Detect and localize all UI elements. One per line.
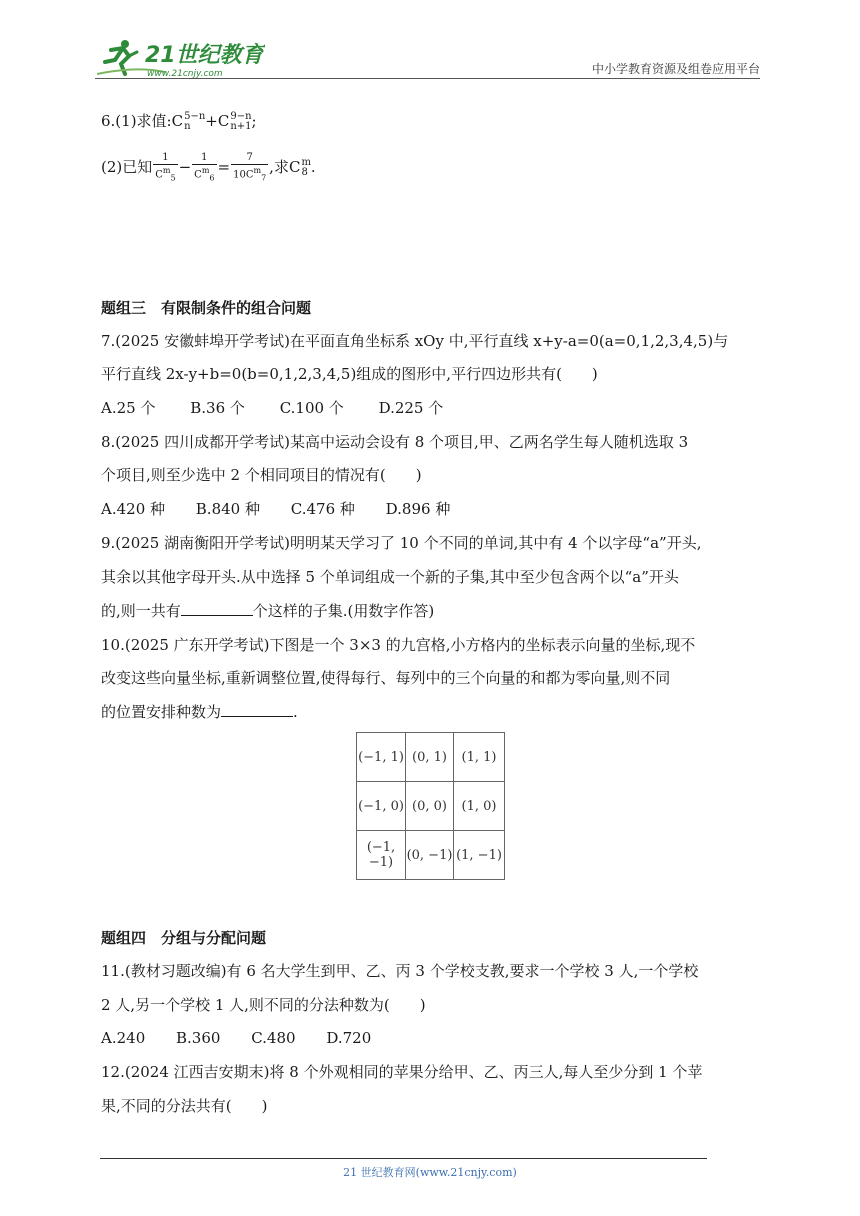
platform-name: 中小学教育资源及组卷应用平台 <box>591 62 760 76</box>
vector-grid <box>356 732 505 880</box>
grid-cell: (1, 0) <box>454 782 505 831</box>
fraction-3-sub: 7 <box>261 173 267 183</box>
option-b: B.360 <box>176 1029 221 1047</box>
grid-cell: (1, 1) <box>454 733 505 782</box>
fraction-1-num: 1 <box>153 152 177 165</box>
fraction-3-num: 7 <box>231 152 268 165</box>
q10-line3-prefix: 的位置安排种数为 <box>101 703 222 721</box>
question-9-line-3 <box>101 600 434 622</box>
option-a: A.25 个 <box>101 399 156 417</box>
question-7-options <box>101 397 443 419</box>
question-7-line-2: 平行直线 2x-y+b=0(b=0,1,2,3,4,5)组成的图形中,平行四边形共有( ) <box>101 365 598 383</box>
question-8-line-1: 8.(2025 四川成都开学考试)某高中运动会设有 8 个项目,甲、乙两名学生每人随机选取 3 <box>101 433 689 451</box>
footer-divider <box>100 1158 707 1159</box>
logo-text: 21世纪教育 <box>145 43 264 68</box>
question-7-line-1: 7.(2025 安徽蚌埠开学考试)在平面直角坐标系 xOy 中,平行直线 x+y-a=0(a=0,1,2,3,4,5)与 <box>101 332 729 350</box>
fraction-2-sup: m <box>201 166 210 175</box>
question-6-part-2: (2)已知 $\frac{1}{C^m_5}$ − $\frac{1}{C^m_6}$ = $\frac{7}{10C^m_7}$ ,求C m 8 . <box>101 152 316 183</box>
option-b: B.36 个 <box>190 399 245 417</box>
question-9-line-1: 9.(2025 湖南衡阳开学考试)明明某天学习了 10 个不同的单词,其中有 4 个以字母“a”开头, <box>101 534 702 552</box>
question-11-options <box>101 1027 371 1049</box>
grid-cell: (0, 0) <box>406 782 454 831</box>
option-d: D.225 个 <box>378 399 444 417</box>
q6-p2-prefix: (2)已知 <box>101 158 153 177</box>
option-c: C.100 个 <box>279 399 344 417</box>
fraction-2-num: 1 <box>192 152 216 165</box>
q6-p2-mid: ,求 <box>269 158 289 177</box>
q6-ans-sub: 8 <box>301 167 308 179</box>
grid-cell: (−1, −1) <box>357 831 406 880</box>
fraction-2-sub: 6 <box>209 173 215 183</box>
q6-p1-prefix: 6.(1)求值: <box>101 112 172 130</box>
grid-cell: (−1, 1) <box>357 733 406 782</box>
fraction-1-sub: 5 <box>170 173 176 183</box>
answer-blank <box>181 601 253 616</box>
fraction-1: $\frac{1}{C^m_5}$ <box>155 152 176 183</box>
q10-line3-suffix: . <box>293 703 298 721</box>
q6-c2-sub: n+1 <box>230 121 252 132</box>
question-11-line-2: 2 人,另一个学校 1 人,则不同的分法种数为( ) <box>101 996 426 1014</box>
option-a: A.240 <box>101 1029 146 1047</box>
grid-cell: (0, −1) <box>406 831 454 880</box>
option-c: C.476 种 <box>290 500 355 518</box>
question-10-line-1: 10.(2025 广东开学考试)下图是一个 3×3 的九宫格,小方格内的坐标表示向量的坐标,现不 <box>101 636 696 654</box>
q6-c2-sup: 9−n <box>230 111 252 122</box>
q6-ans-sup: m <box>301 157 311 169</box>
header-divider <box>95 78 760 79</box>
logo-url-text: www.21cnjy.com <box>147 69 223 79</box>
grid-row <box>357 782 505 831</box>
question-8-line-2: 个项目,则至少选中 2 个相同项目的情况有( ) <box>101 466 422 484</box>
q6-c1-sup: 5−n <box>184 111 206 122</box>
group-3-title: 题组三 有限制条件的组合问题 <box>101 299 312 317</box>
fraction-3-coef: 10 <box>233 169 246 181</box>
question-10-line-3 <box>101 701 298 723</box>
q6-c1-sub: n <box>184 121 191 132</box>
grid-cell: (1, −1) <box>454 831 505 880</box>
site-logo <box>95 36 265 80</box>
answer-blank <box>221 702 293 717</box>
q9-line3-prefix: 的,则一共有 <box>101 602 181 620</box>
option-c: C.480 <box>251 1029 296 1047</box>
question-8-options <box>101 498 450 520</box>
q6-p1-end: ; <box>251 112 257 130</box>
fraction-1-sup: m <box>162 166 171 175</box>
grid-cell: (−1, 0) <box>357 782 406 831</box>
grid-row <box>357 831 505 880</box>
option-d: D.896 种 <box>385 500 451 518</box>
page-header <box>95 36 760 82</box>
grid-row <box>357 733 505 782</box>
option-a: A.420 种 <box>101 500 165 518</box>
grid-cell: (0, 1) <box>406 733 454 782</box>
group-4-title: 题组四 分组与分配问题 <box>101 929 267 947</box>
fraction-3: $\frac{7}{10C^m_7}$ <box>233 152 267 183</box>
footer-link[interactable]: 21 世纪教育网(www.21cnjy.com) <box>343 1166 517 1179</box>
runner-logo-icon <box>95 36 265 80</box>
question-9-line-2: 其余以其他字母开头.从中选择 5 个单词组成一个新的子集,其中至少包含两个以“a”开头 <box>101 568 679 586</box>
question-10-line-2: 改变这些向量坐标,重新调整位置,使得每行、每列中的三个向量的和都为零向量,则不同 <box>101 669 671 687</box>
question-6-part-1: 6.(1)求值:C 5−n n +C 9−n n+1 ; <box>101 111 257 132</box>
question-12-line-1: 12.(2024 江西吉安期末)将 8 个外观相同的苹果分给甲、乙、丙三人,每人至少分到 1 个苹 <box>101 1063 703 1081</box>
q9-line3-suffix: 个这样的子集.(用数字作答) <box>252 602 435 620</box>
question-12-line-2: 果,不同的分法共有( ) <box>101 1097 268 1115</box>
question-11-line-1: 11.(教材习题改编)有 6 名大学生到甲、乙、丙 3 个学校支教,要求一个学校 3 人,一个学校 <box>101 962 699 980</box>
option-b: B.840 种 <box>195 500 260 518</box>
option-d: D.720 <box>326 1029 372 1047</box>
fraction-2: $\frac{1}{C^m_6}$ <box>194 152 215 183</box>
q6-p2-end: . <box>310 158 316 177</box>
fraction-3-sup: m <box>253 166 262 175</box>
